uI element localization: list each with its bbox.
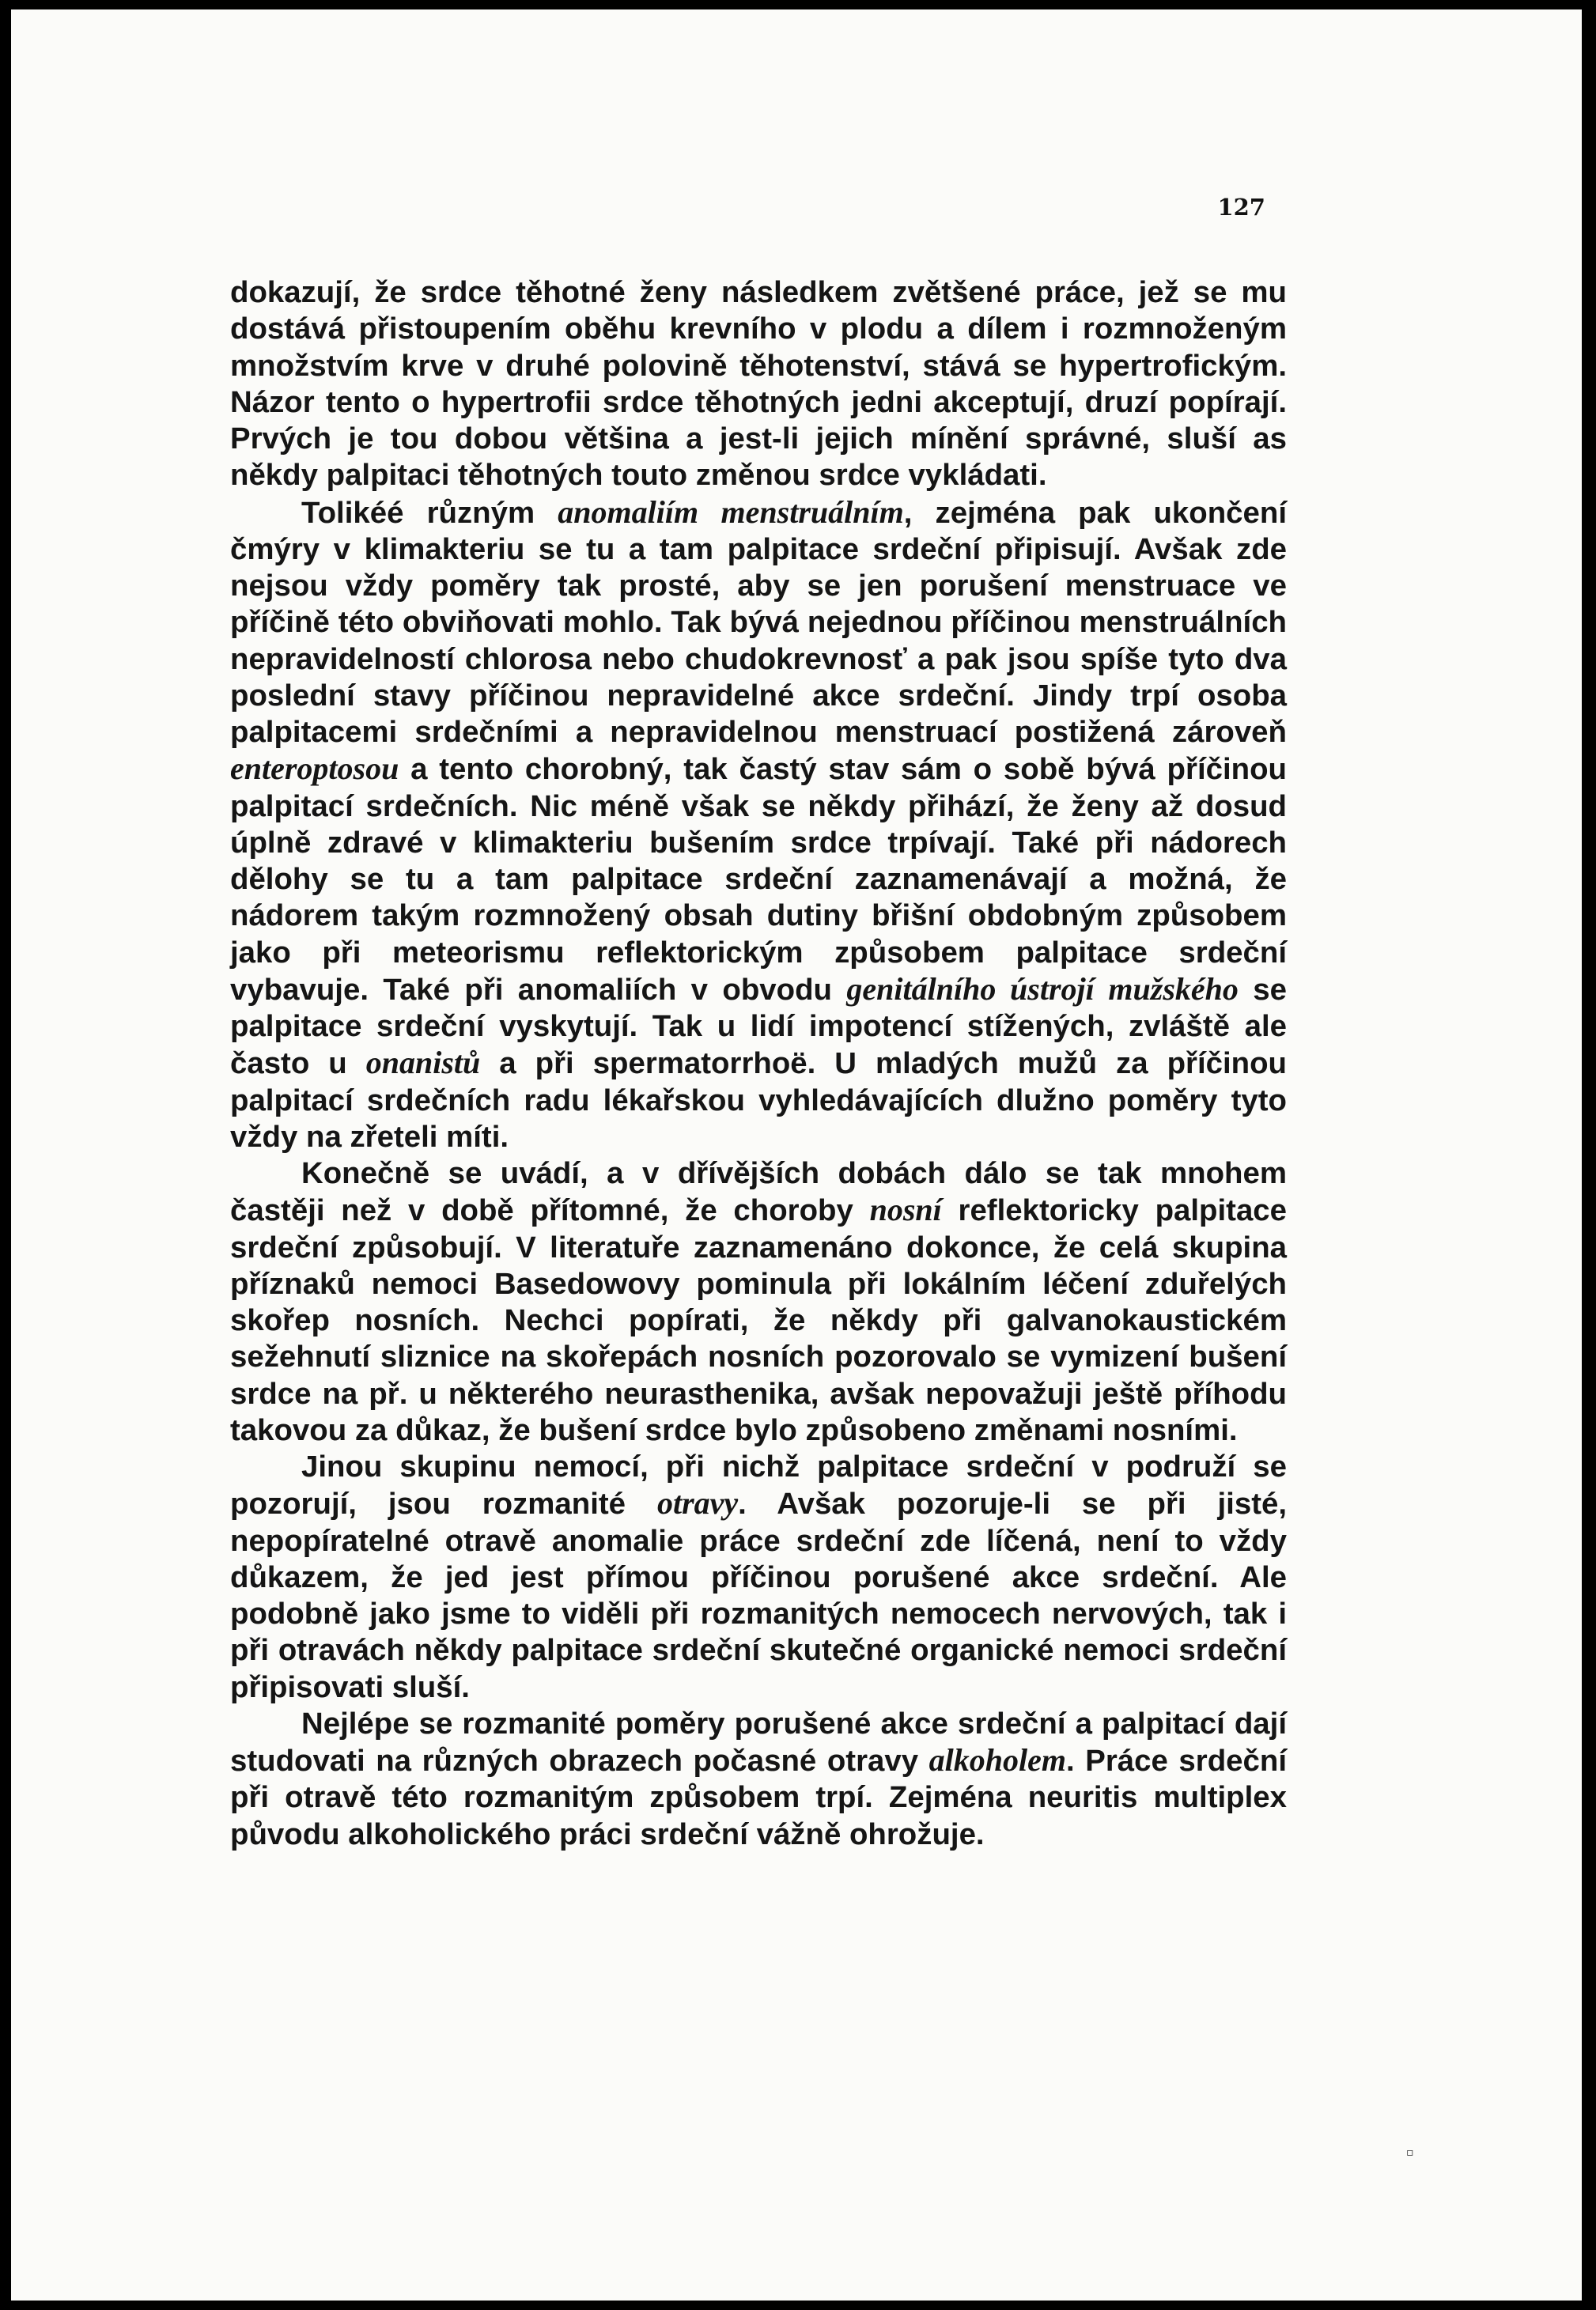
scan-speck: ▫: [1406, 2146, 1414, 2159]
text-run: . Avšak pozoruje-li se při jisté, nepopíratelné otravě anomalie práce srdeční zde líčená, není to vždy důkazem, že jed jest přímou příčinou porušené akce srdeční. Ale podobně jako jsme to viděli při rozmanitých nemocech nervových, tak i při otravách někdy palpitace srdeční skutečné organické nemoci srdeční připisovati sluší.: [230, 1487, 1288, 1704]
paragraph: [230, 1449, 1287, 1706]
text-run: Tolikéé různým: [301, 495, 558, 530]
text-run: Nejlépe se rozmanité poměry porušené akce srdeční a palpitací dají studovati na různých obrazech počasné otravy: [230, 1706, 1287, 1778]
emphasized-term: nosní: [869, 1192, 942, 1228]
emphasized-term: genitálního ústrojí mužského: [846, 970, 1239, 1007]
text-run: Konečně se uvádí, a v dřívějších dobách dálo se tak mnohem častěji než v době přítomné, že choroby: [230, 1156, 1287, 1228]
text-run: se palpitace srdeční vyskytují. Tak u lidí impotencí stížených, zvláště ale často u: [230, 972, 1288, 1081]
book-page: [11, 9, 1582, 2301]
page-number: 127: [1217, 194, 1265, 221]
text-run: dokazují, že srdce těhotné ženy následkem zvětšené práce, jež se mu dostává přistoupením oběhu krevního v plodu a dílem i rozmnoženým množstvím krve v druhé polovině těhotenství, stává se hypertrofickým. Názor tento o hypertrofii srdce těhotných jedni akceptují, druzí popírají. Prvých je tou dobou většina a jest-li jejich mínění správné, sluší as někdy palpitaci těhotných touto změnou srdce vykládati.: [230, 275, 1287, 493]
paragraph: [230, 1155, 1287, 1449]
emphasized-term: otravy: [656, 1485, 739, 1522]
text-run: a při spermatorrhoë. U mladých mužů za příčinou palpitací srdečních radu lékařskou vyhledávajících dlužno poměry tyto vždy na zřeteli míti.: [230, 1046, 1287, 1154]
emphasized-term: onanistů: [365, 1045, 481, 1081]
text-run: Jinou skupinu nemocí, při nichž palpitace srdeční v podruží se pozorují, jsou rozmanité: [230, 1450, 1287, 1522]
text-run: , zejména pak ukončení čmýry v klimakteriu se tu a tam palpitace srdeční připisují. Avšak zde nejsou vždy poměry tak prosté, aby se jen porušení menstruace ve příčině této obviňovati mohlo. Tak bývá nejednou příčinou menstruálních nepravidelností chlorosa nebo chudokrevnosť a pak jsou spíše tyto dva poslední stavy příčinou nepravidelné akce srdeční. Jindy trpí osoba palpitacemi srdečními a nepravidelnou menstruací postižená zároveň: [230, 495, 1287, 749]
text-run: a tento chorobný, tak častý stav sám o sobě bývá příčinou palpitací srdečních. Nic méně však se někdy přihází, že ženy až dosud úplně zdravé v klimakteriu bušením srdce trpívají. Také při nádorech dělohy se tu a tam palpitace srdeční zaznamenávají a možná, že nádorem takým rozmnožený obsah dutiny břišní obdobným způsobem jako při meteorismu reflektorickým způsobem palpitace srdeční vybavuje. Také při anomaliích v obvodu: [230, 752, 1287, 1007]
body-text: [230, 274, 1287, 1853]
emphasized-term: enteroptosou: [230, 750, 399, 787]
paragraph: [230, 274, 1287, 494]
emphasized-term: alkoholem: [928, 1742, 1066, 1778]
emphasized-term: anomaliím menstruálním: [558, 493, 904, 530]
text-run: reflektoricky palpitace srdeční způsobují. V literatuře zaznamenáno dokonce, že celá skupina příznaků nemoci Basedowovy pominula při lokálním léčení zduřelých skořep nosních. Nechci popírati, že někdy při galvanokaustickém sežehnutí sliznice na skořepách nosních pozorovalo se vymizení bušení srdce na př. u některého neurasthenika, avšak nepovažuji ještě příhodu takovou za důkaz, že bušení srdce bylo způsobeno změnami nosními.: [230, 1193, 1288, 1447]
paragraph: [230, 494, 1287, 1156]
text-run: . Práce srdeční při otravě této rozmanitým způsobem trpí. Zejména neuritis multiplex původu alkoholického práci srdeční vážně ohrožuje.: [230, 1744, 1287, 1851]
paragraph: [230, 1706, 1287, 1853]
